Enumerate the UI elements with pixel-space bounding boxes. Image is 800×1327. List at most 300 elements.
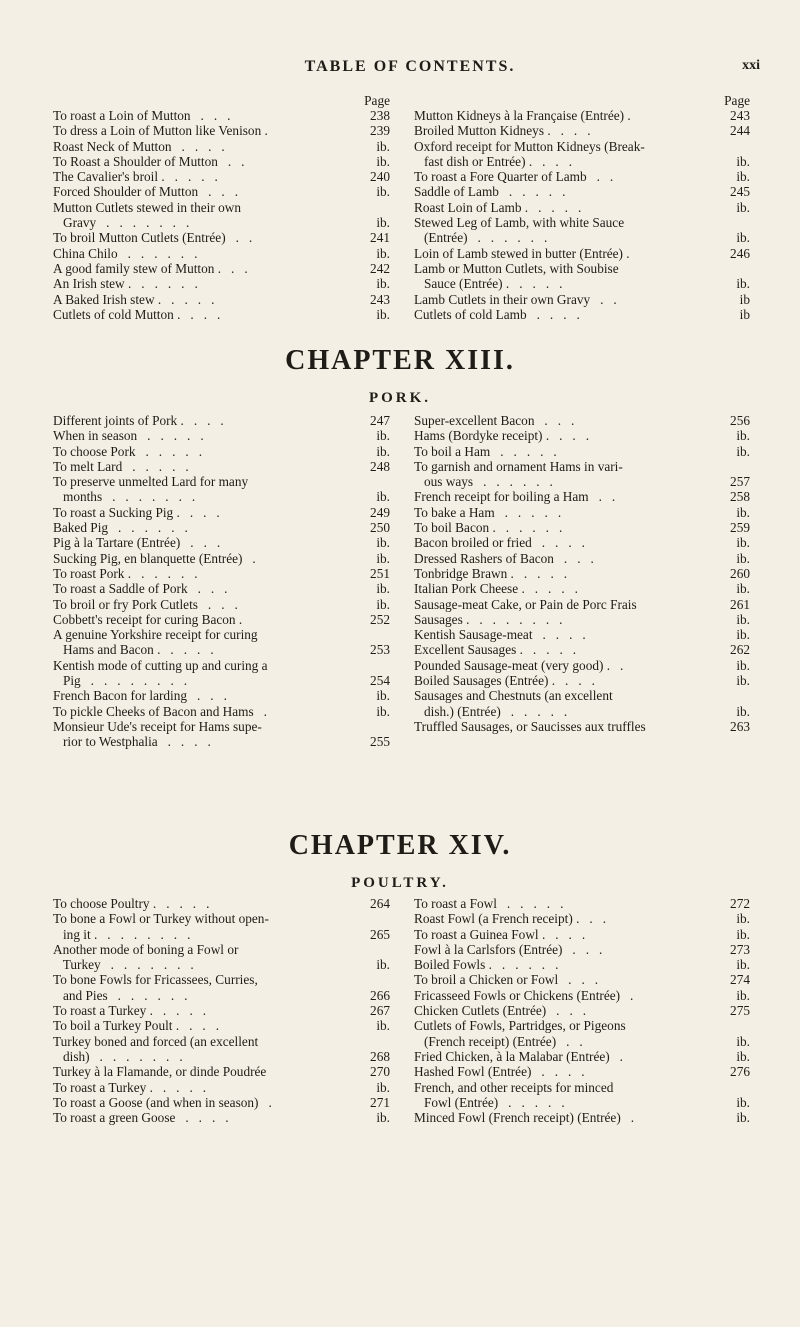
entry-page-number: ib. — [736, 504, 750, 520]
entry-page-number: ib. — [376, 428, 390, 444]
entry-page-number: 262 — [730, 642, 750, 658]
entry-title: To roast a Saddle of Pork . . . — [53, 581, 228, 597]
contents-entry — [53, 520, 390, 535]
entry-page-number: 254 — [370, 673, 390, 689]
contents-entry — [53, 673, 390, 688]
entry-title: An Irish stew . . . . . . — [53, 276, 198, 292]
entry-title: Stewed Leg of Lamb, with white Sauce — [414, 215, 625, 231]
entry-page-number: 271 — [370, 1094, 390, 1110]
page-column-label: Page — [724, 93, 750, 108]
contents-entry — [414, 489, 750, 504]
contents-entry — [53, 292, 390, 307]
entry-page-number: 263 — [730, 718, 750, 734]
entry-page-number: 276 — [730, 1064, 750, 1080]
contents-entry — [53, 139, 390, 154]
contents-entry — [53, 307, 390, 322]
entry-page-number — [746, 215, 750, 230]
entry-page-number: ib. — [376, 153, 390, 169]
entry-page-number: ib. — [736, 1094, 750, 1110]
entry-title: To roast a green Goose . . . . — [53, 1110, 229, 1126]
contents-entry — [53, 1049, 390, 1064]
entry-title: Oxford receipt for Mutton Kidneys (Break- — [414, 138, 645, 154]
entry-title: Kentish Sausage-meat . . . . — [414, 627, 586, 643]
entry-title: Fowl (Entrée) . . . . . — [414, 1094, 565, 1110]
contents-entry — [53, 108, 390, 123]
entry-page-number: 270 — [370, 1064, 390, 1080]
entry-page-number: 239 — [370, 123, 390, 139]
entry-page-number: ib. — [736, 611, 750, 627]
contents-entry — [53, 200, 390, 215]
entry-page-number: 242 — [370, 260, 390, 276]
entry-title: Another mode of boning a Fowl or — [53, 941, 239, 957]
contents-entry — [414, 292, 750, 307]
entry-title: To boil a Ham . . . . . — [414, 443, 557, 459]
entry-title: To roast a Fore Quarter of Lamb . . — [414, 169, 614, 185]
entry-title: Pig à la Tartare (Entrée) . . . — [53, 535, 221, 551]
contents-entry — [414, 1095, 750, 1110]
contents-entry — [414, 1049, 750, 1064]
entry-title: Turkey à la Flamande, or dinde Poudrée — [53, 1064, 267, 1080]
entry-title: ous ways . . . . . . — [414, 474, 553, 490]
contents-entry — [414, 154, 750, 169]
contents-entry — [53, 972, 390, 987]
entry-page-number: ib. — [376, 1079, 390, 1095]
contents-entry — [414, 1080, 750, 1095]
contents-entry — [53, 535, 390, 550]
entry-title: To boil a Turkey Poult . . . . — [53, 1018, 220, 1034]
entry-page-number — [386, 200, 390, 215]
contents-entry — [53, 642, 390, 657]
entry-title: French receipt for boiling a Ham . . — [414, 489, 616, 505]
entry-title: To preserve unmelted Lard for many — [53, 474, 249, 490]
entry-title: Fricasseed Fowls or Chickens (Entrée) . — [414, 987, 634, 1003]
contents-entry — [53, 261, 390, 276]
entry-page-number: ib. — [376, 276, 390, 292]
entry-title: To roast a Guinea Fowl . . . . — [414, 926, 586, 942]
contents-entry — [53, 927, 390, 942]
contents-entry — [53, 688, 390, 703]
entry-page-number: 243 — [730, 108, 750, 123]
entry-page-number — [746, 459, 750, 474]
entry-page-number: ib. — [376, 703, 390, 719]
contents-entry — [53, 154, 390, 169]
entry-page-number: 246 — [730, 245, 750, 261]
entry-title: To choose Pork . . . . . — [53, 443, 203, 459]
entry-title: Monsieur Ude's receipt for Hams supe- — [53, 718, 262, 734]
contents-entry — [53, 734, 390, 749]
entry-title: (Entrée) . . . . . . — [414, 230, 548, 246]
entry-title: French, and other receipts for minced — [414, 1079, 614, 1095]
entry-title: To roast a Turkey . . . . . — [53, 1079, 207, 1095]
contents-entry — [414, 184, 750, 199]
entry-page-number: ib. — [376, 215, 390, 231]
entry-title: Loin of Lamb stewed in butter (Entrée) . — [414, 245, 630, 261]
contents-entry — [414, 474, 750, 489]
entry-page-number: 249 — [370, 504, 390, 520]
entry-title: To roast Pork . . . . . . — [53, 565, 198, 581]
entry-page-number: ib. — [376, 245, 390, 261]
entry-title: Sausages and Chestnuts (an excellent — [414, 688, 613, 704]
contents-entry — [414, 108, 750, 123]
entry-title: Roast Loin of Lamb . . . . . — [414, 199, 582, 215]
entry-page-number: ib. — [736, 153, 750, 169]
entry-page-number: ib. — [376, 489, 390, 505]
entry-page-number: ib. — [736, 957, 750, 973]
entry-page-number: ib. — [736, 1033, 750, 1049]
contents-entry — [414, 957, 750, 972]
contents-entry — [414, 942, 750, 957]
contents-entry — [53, 658, 390, 673]
entry-title: Bacon broiled or fried . . . . — [414, 535, 585, 551]
entry-title: To dress a Loin of Mutton like Venison . — [53, 123, 268, 139]
entry-page-number: ib. — [736, 911, 750, 927]
entry-title: Boiled Sausages (Entrée) . . . . — [414, 673, 595, 689]
contents-entry — [414, 123, 750, 138]
contents-entry — [414, 988, 750, 1003]
entry-page-number — [386, 474, 390, 489]
entry-page-number: ib. — [376, 596, 390, 612]
entry-page-number: 243 — [370, 291, 390, 307]
contents-entry — [414, 169, 750, 184]
entry-page-number: 268 — [370, 1048, 390, 1064]
contents-entry — [53, 230, 390, 245]
contents-entry — [414, 200, 750, 215]
contents-entry — [53, 719, 390, 734]
entry-page-number — [746, 139, 750, 154]
entry-title: Kentish mode of cutting up and curing a — [53, 657, 268, 673]
entry-title: Sausages . . . . . . . . — [414, 611, 563, 627]
entry-title: Turkey boned and forced (an excellent — [53, 1033, 259, 1049]
contents-entry — [53, 1003, 390, 1018]
contents-entry — [414, 215, 750, 230]
entry-title: ing it . . . . . . . . — [53, 926, 191, 942]
contents-entry — [414, 719, 750, 734]
entry-page-number: 240 — [370, 169, 390, 185]
contents-entry — [414, 972, 750, 987]
contents-entry — [53, 957, 390, 972]
entry-title: To roast a Loin of Mutton . . . — [53, 108, 231, 123]
entry-title: dish.) (Entrée) . . . . . — [414, 703, 568, 719]
entry-page-number: 273 — [730, 941, 750, 957]
contents-entry — [414, 642, 750, 657]
entry-title: Tonbridge Brawn . . . . . — [414, 565, 568, 581]
entry-title: To bone a Fowl or Turkey without open- — [53, 911, 269, 927]
entry-page-number: ib. — [736, 535, 750, 551]
entry-page-number: ib. — [736, 987, 750, 1003]
entry-page-number — [746, 688, 750, 703]
entry-page-number: 258 — [730, 489, 750, 505]
contents-entry — [414, 688, 750, 703]
entry-page-number: 253 — [370, 642, 390, 658]
entry-page-number: ib. — [736, 627, 750, 643]
entry-page-number — [746, 1080, 750, 1095]
contents-entry — [53, 581, 390, 596]
entry-page-number: 264 — [370, 896, 390, 911]
contents-entry — [53, 123, 390, 138]
contents-entry — [414, 658, 750, 673]
entry-page-number: ib. — [376, 581, 390, 597]
entry-title: Fowl à la Carlsfors (Entrée) . . . — [414, 941, 603, 957]
entry-page-number: ib. — [376, 688, 390, 704]
contents-entry — [414, 896, 750, 911]
entry-page-number: ib. — [376, 957, 390, 973]
entry-title: Hams and Bacon . . . . . — [53, 642, 214, 658]
entry-title: Roast Fowl (a French receipt) . . . — [414, 911, 607, 927]
entry-title: Pounded Sausage-meat (very good) . . — [414, 657, 624, 673]
contents-entry — [53, 597, 390, 612]
entry-page-number: ib. — [736, 703, 750, 719]
entry-title: fast dish or Entrée) . . . . — [414, 153, 573, 169]
contents-entry — [414, 535, 750, 550]
entry-page-number: 245 — [730, 184, 750, 200]
entry-page-number: 238 — [370, 108, 390, 123]
contents-column-poultry-left — [53, 896, 390, 1125]
contents-entry — [53, 1034, 390, 1049]
entry-page-number: 272 — [730, 896, 750, 911]
entry-page-number: 252 — [370, 611, 390, 627]
entry-title: To melt Lard . . . . . — [53, 458, 189, 474]
contents-entry — [53, 1110, 390, 1125]
contents-entry — [414, 581, 750, 596]
contents-column-poultry-right — [414, 896, 750, 1125]
entry-page-number — [746, 1018, 750, 1033]
chapter-14-heading: CHAPTER XIV. — [288, 830, 512, 861]
contents-entry — [414, 1064, 750, 1079]
entry-page-number: 251 — [370, 565, 390, 581]
entry-title: Fried Chicken, à la Malabar (Entrée) . — [414, 1048, 623, 1064]
entry-page-number: 247 — [370, 413, 390, 428]
contents-entry — [414, 276, 750, 291]
entry-title: To pickle Cheeks of Bacon and Hams . — [53, 703, 267, 719]
contents-entry — [53, 505, 390, 520]
entry-title: To broil or fry Pork Cutlets . . . — [53, 596, 238, 612]
contents-entry — [414, 261, 750, 276]
entry-page-number: ib. — [736, 199, 750, 215]
entry-page-number: ib. — [736, 276, 750, 292]
entry-title: months . . . . . . . — [53, 489, 196, 505]
entry-title: Saddle of Lamb . . . . . — [414, 184, 566, 200]
entry-page-number: 274 — [730, 972, 750, 988]
entry-title: Forced Shoulder of Mutton . . . — [53, 184, 239, 200]
contents-entry — [414, 520, 750, 535]
entry-page-number — [746, 261, 750, 276]
section-poultry-heading: POULTRY. — [351, 875, 449, 891]
contents-entry — [414, 428, 750, 443]
entry-page-number: 250 — [370, 520, 390, 536]
contents-entry — [414, 566, 750, 581]
contents-entry — [53, 184, 390, 199]
contents-entry — [53, 1080, 390, 1095]
entry-title: To broil Mutton Cutlets (Entrée) . . — [53, 230, 253, 246]
contents-entry — [414, 459, 750, 474]
entry-page-number: 248 — [370, 458, 390, 474]
contents-entry — [414, 444, 750, 459]
entry-page-number: ib. — [736, 926, 750, 942]
contents-entry — [53, 988, 390, 1003]
entry-title: Sauce (Entrée) . . . . . — [414, 276, 563, 292]
contents-entry — [414, 1110, 750, 1125]
contents-entry — [414, 704, 750, 719]
entry-page-number: ib. — [376, 550, 390, 566]
entry-title: Super-excellent Bacon . . . — [414, 413, 575, 428]
entry-page-number: 265 — [370, 926, 390, 942]
entry-title: rior to Westphalia . . . . — [53, 734, 211, 750]
contents-entry — [53, 474, 390, 489]
section-pork-heading: PORK. — [368, 390, 432, 406]
entry-title: Cutlets of cold Lamb . . . . — [414, 306, 580, 322]
entry-page-number: ib. — [736, 1048, 750, 1064]
contents-column-pork-left — [53, 413, 390, 750]
entry-title: Boiled Fowls . . . . . . — [414, 957, 559, 973]
entry-page-number: 275 — [730, 1003, 750, 1019]
contents-column-pork-right — [414, 413, 750, 734]
contents-entry — [53, 1064, 390, 1079]
entry-title: To roast a Fowl . . . . . — [414, 896, 564, 911]
contents-entry — [53, 911, 390, 926]
contents-entry — [414, 307, 750, 322]
entry-page-number: 241 — [370, 230, 390, 246]
entry-page-number — [386, 942, 390, 957]
entry-page-number: 256 — [730, 413, 750, 428]
entry-page-number: ib. — [736, 550, 750, 566]
contents-entry — [53, 428, 390, 443]
entry-page-number: ib. — [736, 169, 750, 185]
entry-title: Gravy . . . . . . . — [53, 215, 190, 231]
entry-title: A good family stew of Mutton . . . — [53, 260, 248, 276]
entry-page-number: 255 — [370, 734, 390, 750]
entry-title: When in season . . . . . — [53, 428, 204, 444]
entry-page-number: ib — [739, 291, 750, 307]
entry-title: and Pies . . . . . . — [53, 987, 188, 1003]
entry-title: The Cavalier's broil . . . . . — [53, 169, 218, 185]
entry-page-number: ib. — [376, 184, 390, 200]
contents-entry — [53, 413, 390, 428]
entry-title: dish) . . . . . . . — [53, 1048, 183, 1064]
entry-title: Lamb or Mutton Cutlets, with Soubise — [414, 260, 619, 276]
entry-title: Minced Fowl (French receipt) (Entrée) . — [414, 1110, 635, 1126]
entry-page-number: ib. — [736, 657, 750, 673]
entry-title: To broil a Chicken or Fowl . . . — [414, 972, 599, 988]
entry-page-number: 260 — [730, 565, 750, 581]
contents-entry — [414, 505, 750, 520]
contents-entry — [414, 627, 750, 642]
contents-entry — [53, 459, 390, 474]
entry-title: French Bacon for larding . . . — [53, 688, 227, 704]
entry-page-number: 266 — [370, 987, 390, 1003]
contents-entry — [53, 215, 390, 230]
page-column-label: Page — [364, 93, 390, 108]
entry-title: To bone Fowls for Fricassees, Curries, — [53, 972, 258, 988]
entry-title: To roast a Turkey . . . . . — [53, 1003, 207, 1019]
contents-entry — [414, 246, 750, 261]
entry-page-number — [386, 719, 390, 734]
contents-entry — [53, 566, 390, 581]
entry-page-number: 244 — [730, 123, 750, 139]
contents-entry — [414, 673, 750, 688]
entry-title: To boil Bacon . . . . . . — [414, 520, 563, 536]
entry-page-number — [386, 627, 390, 642]
entry-title: Turkey . . . . . . . — [53, 957, 194, 973]
contents-entry — [53, 169, 390, 184]
contents-entry — [414, 927, 750, 942]
entry-title: To Roast a Shoulder of Mutton . . — [53, 153, 245, 169]
running-header — [60, 58, 760, 80]
entry-page-number: 261 — [730, 596, 750, 612]
entry-title: To roast a Goose (and when in season) . — [53, 1094, 272, 1110]
entry-page-number: ib. — [736, 428, 750, 444]
contents-entry — [53, 612, 390, 627]
entry-title: A Baked Irish stew . . . . . — [53, 291, 215, 307]
entry-page-number — [386, 911, 390, 926]
contents-entry — [414, 139, 750, 154]
entry-page-number: ib. — [736, 1110, 750, 1126]
contents-entry — [53, 704, 390, 719]
contents-entry — [414, 413, 750, 428]
contents-column-mutton-left — [53, 93, 390, 322]
entry-page-number: ib. — [376, 535, 390, 551]
header-page-number: xxi — [742, 58, 760, 73]
contents-column-mutton-right — [414, 93, 750, 322]
entry-page-number: ib. — [736, 673, 750, 689]
entry-page-number — [386, 972, 390, 987]
entry-title: Cutlets of cold Mutton . . . . — [53, 306, 221, 322]
contents-entry — [414, 1034, 750, 1049]
entry-page-number: 257 — [730, 474, 750, 490]
entry-title: Hashed Fowl (Entrée) . . . . — [414, 1064, 585, 1080]
entry-title: Dressed Rashers of Bacon . . . — [414, 550, 594, 566]
contents-entry — [53, 444, 390, 459]
entry-title: To roast a Sucking Pig . . . . — [53, 504, 220, 520]
contents-entry — [414, 551, 750, 566]
entry-title: Sausage-meat Cake, or Pain de Porc Frais — [414, 596, 637, 612]
entry-title: Different joints of Pork . . . . — [53, 413, 224, 428]
contents-entry — [53, 896, 390, 911]
entry-page-number: 259 — [730, 520, 750, 536]
entry-title: Cobbett's receipt for curing Bacon . — [53, 611, 243, 627]
contents-entry — [414, 597, 750, 612]
entry-title: Mutton Cutlets stewed in their own — [53, 199, 241, 215]
entry-title: Excellent Sausages . . . . . — [414, 642, 577, 658]
entry-page-number: ib — [739, 306, 750, 322]
contents-entry — [53, 489, 390, 504]
entry-title: Mutton Kidneys à la Française (Entrée) . — [414, 108, 631, 123]
entry-page-number: ib. — [376, 306, 390, 322]
contents-entry — [53, 246, 390, 261]
entry-title: Chicken Cutlets (Entrée) . . . — [414, 1003, 587, 1019]
entry-page-number: ib. — [736, 230, 750, 246]
header-title: TABLE OF CONTENTS. — [304, 58, 516, 75]
entry-title: To bake a Ham . . . . . — [414, 504, 562, 520]
entry-title: (French receipt) (Entrée) . . — [414, 1033, 583, 1049]
contents-entry — [414, 230, 750, 245]
contents-entry — [414, 911, 750, 926]
contents-entry — [414, 1018, 750, 1033]
entry-title: Lamb Cutlets in their own Gravy . . — [414, 291, 617, 307]
entry-title: China Chilo . . . . . . — [53, 245, 198, 261]
entry-page-number: ib. — [736, 443, 750, 459]
entry-page-number — [386, 1034, 390, 1049]
contents-entry — [414, 1003, 750, 1018]
entry-title: Truffled Sausages, or Saucisses aux truffles — [414, 718, 646, 734]
entry-page-number: ib. — [376, 138, 390, 154]
contents-entry — [53, 1095, 390, 1110]
entry-page-number: ib. — [736, 581, 750, 597]
entry-page-number: 267 — [370, 1003, 390, 1019]
entry-title: A genuine Yorkshire receipt for curing — [53, 627, 258, 643]
contents-entry — [414, 612, 750, 627]
entry-title: Pig . . . . . . . . — [53, 673, 188, 689]
entry-title: Cutlets of Fowls, Partridges, or Pigeons — [414, 1018, 626, 1034]
